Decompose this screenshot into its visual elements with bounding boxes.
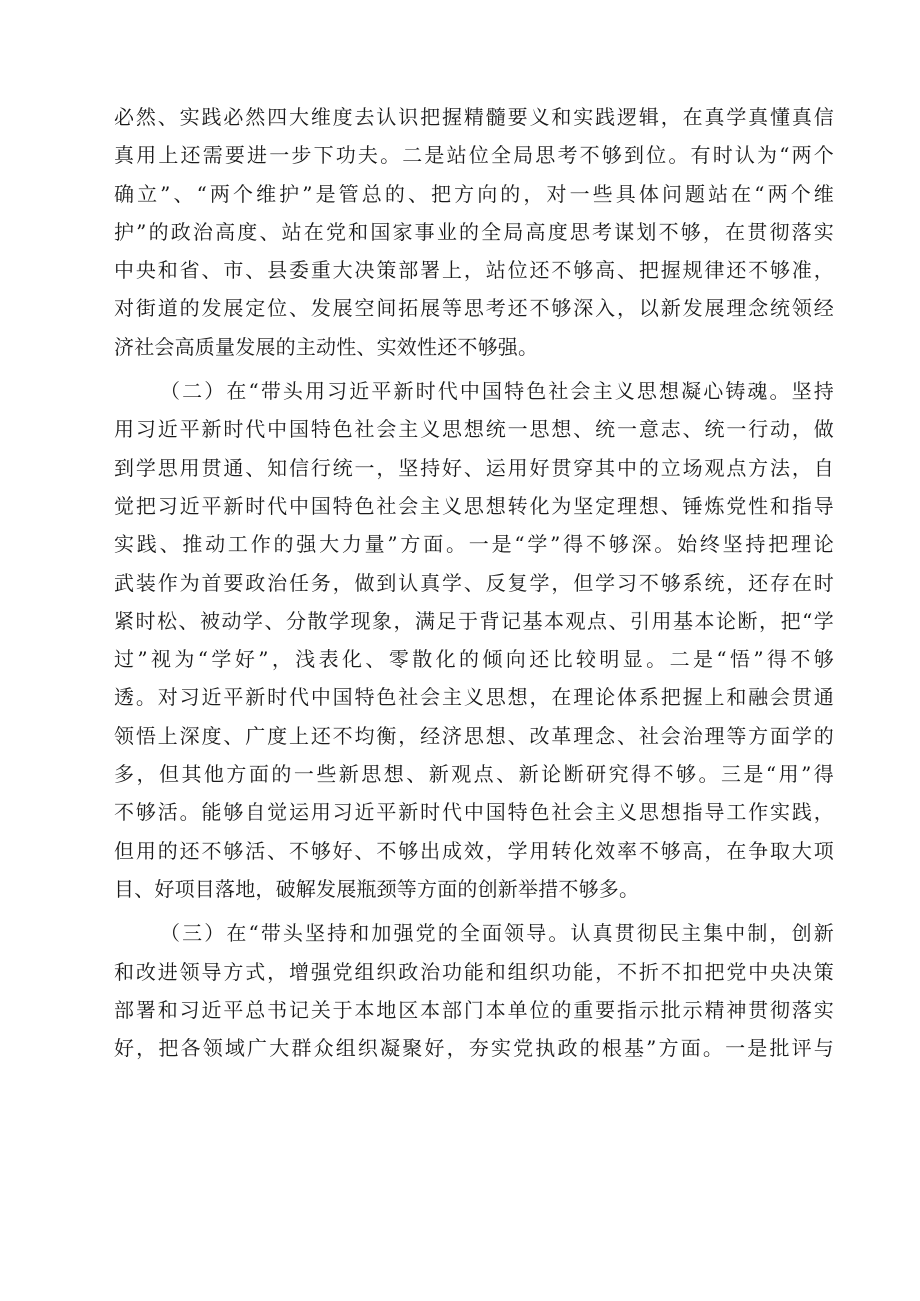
text-line: 武装作为首要政治任务，做到认真学、反复学，但学习不够系统，还存在时 [114, 570, 834, 595]
text-line: 紧时松、被动学、分散学现象，满足于背记基本观点、引用基本论断，把“学 [114, 608, 834, 633]
text-line: 目、好项目落地，破解发展瓶颈等方面的创新举措不够多。 [114, 876, 640, 901]
text-line: 不够活。能够自觉运用习近平新时代中国特色社会主义思想指导工作实践， [114, 800, 834, 825]
text-line: 到学思用贯通、知信行统一，坚持好、运用好贯穿其中的立场观点方法，自 [114, 455, 834, 480]
text-line: 好，把各领域广大群众组织凝聚好，夯实党执政的根基”方面。一是批评与 [114, 1036, 834, 1061]
text-line: 真用上还需要进一步下功夫。二是站位全局思考不够到位。有时认为“两个 [114, 143, 834, 168]
paragraph-2 [114, 372, 834, 908]
text-line: 护”的政治高度、站在党和国家事业的全局高度思考谋划不够，在贯彻落实 [114, 219, 834, 244]
text-line: （二）在“带头用习近平新时代中国特色社会主义思想凝心铸魂。坚持 [160, 379, 834, 404]
text-line: 但用的还不够活、不够好、不够出成效，学用转化效率不够高，在争取大项 [114, 838, 834, 863]
text-line: （三）在“带头坚持和加强党的全面领导。认真贯彻民主集中制，创新 [160, 921, 834, 946]
text-line: 必然、实践必然四大维度去认识把握精髓要义和实践逻辑，在真学真懂真信 [114, 105, 834, 129]
paragraph-1 [114, 98, 834, 366]
text-line: 中央和省、市、县委重大决策部署上，站位还不够高、把握规律还不够准， [114, 258, 834, 283]
text-line: 过”视为“学好”，浅表化、零散化的倾向还比较明显。二是“悟”得不够 [114, 647, 834, 672]
text-line: 济社会高质量发展的主动性、实效性还不够强。 [114, 334, 539, 359]
paragraph-3 [114, 914, 834, 1067]
document-body [114, 98, 834, 1067]
text-line: 多，但其他方面的一些新思想、新观点、新论断研究得不够。三是“用”得 [114, 762, 834, 787]
text-line: 觉把习近平新时代中国特色社会主义思想转化为坚定理想、锤炼党性和指导 [114, 493, 834, 518]
text-line: 透。对习近平新时代中国特色社会主义思想，在理论体系把握上和融会贯通 [114, 685, 834, 710]
text-line: 用习近平新时代中国特色社会主义思想统一思想、统一意志、统一行动，做 [114, 417, 834, 442]
text-line: 部署和习近平总书记关于本地区本部门本单位的重要指示批示精神贯彻落实 [114, 997, 834, 1022]
text-line: 确立”、“两个维护”是管总的、把方向的，对一些具体问题站在“两个维 [114, 181, 834, 206]
text-line: 实践、推动工作的强大力量”方面。一是“学”得不够深。始终坚持把理论 [114, 532, 834, 557]
text-line: 和改进领导方式，增强党组织政治功能和组织功能，不折不扣把党中央决策 [114, 959, 834, 984]
text-line: 对街道的发展定位、发展空间拓展等思考还不够深入，以新发展理念统领经 [114, 296, 834, 321]
text-line: 领悟上深度、广度上还不均衡，经济思想、改革理念、社会治理等方面学的 [114, 723, 834, 748]
